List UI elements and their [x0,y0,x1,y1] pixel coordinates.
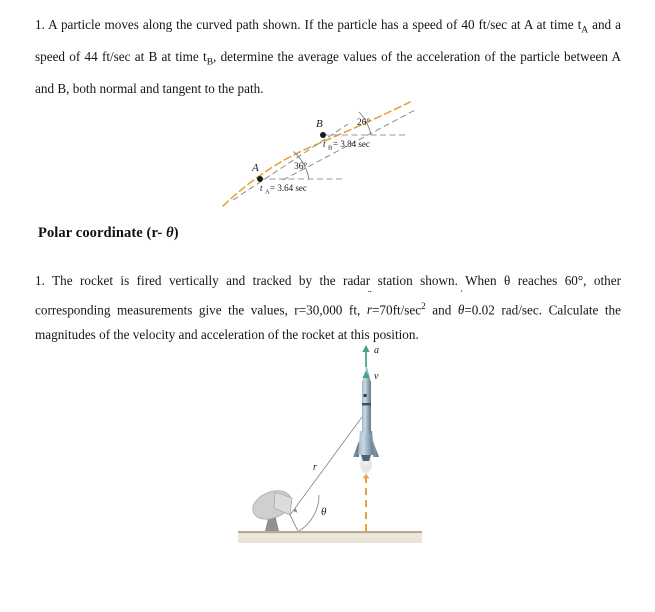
range-label: r [313,462,317,473]
curved-path-figure [205,88,435,210]
problem-1-line-3: the particle between A and B, both normal and tangent to the path. [35,49,621,97]
angle-a-label: 36° [294,162,308,172]
time-b-variable: t [323,139,326,149]
velocity-arrow-head [362,345,369,352]
rocket-body [362,381,371,433]
problem-1-line-2b: and a speed of 44 ft/sec at B at time t [35,17,621,65]
point-b-marker [320,132,326,138]
acceleration-label: a [374,345,379,356]
problem-2-line-1: The rocket is fired vertically and tracked by the radar station shown. When θ reaches 60°, other [52,273,622,288]
time-a-sub: A [265,188,270,196]
time-b-subscript: B [206,57,214,68]
time-b-sub: B [328,144,333,152]
problem-2-line-2-pre: corresponding measurements give the values, r=30,000 ft, [35,301,367,317]
section-heading-polar-coordinate [38,225,179,242]
rocket-radar-figure [235,345,425,553]
r-variable: r [366,301,372,317]
r-double-dot-variable [366,288,372,323]
problem-1-line-2a: time t [550,17,582,32]
problem-1-number: 1. [35,17,45,32]
point-a-marker [257,176,263,182]
problem-2-text [35,268,621,348]
problem-2-number: 1. [35,273,45,288]
velocity-label: v [374,371,379,382]
problem-2-line-2-and: and [425,301,458,317]
point-b-label: B [316,118,323,130]
sec-squared-exponent: 2 [421,300,426,311]
pivot-stem-line [290,515,298,531]
velocity-arrow [362,345,369,367]
time-b-annotation [323,139,370,152]
range-line [290,417,362,515]
r-double-dot-marks: ¨ [367,288,371,301]
rocket-hatch [364,394,367,397]
radar-station-graphic [249,485,296,531]
radar-base [265,519,279,531]
ground-top-edge [238,531,422,533]
time-b-value: = 3.84 sec [333,139,370,149]
problem-1-line-2c: , determine the average values of the acceleration of [213,49,496,65]
time-a-variable: t [260,183,263,193]
section-heading-suffix: ) [173,225,179,241]
problem-2-line-2-end: =0.02 rad/sec. [464,301,543,317]
angle-tick-marker [293,508,298,512]
problem-2-line-2-mid: =70ft/sec [371,301,422,317]
time-a-subscript: A [581,25,589,36]
theta-variable: θ [457,301,465,317]
theta-symbol: θ [166,225,174,241]
angle-b-label: 26° [357,118,371,128]
problem-2-line-3: Calculate the magnitudes of the velocity and acceleration of the rocket at this position. [35,301,621,343]
theta-angle-arc [299,495,319,531]
time-a-value: = 3.64 sec [270,183,307,193]
problem-1-line-1: A particle moves along the curved path shown. If the particle has a speed of 40 ft/sec at A at [48,17,547,32]
theta-dot-mark: ˙ [459,288,463,301]
time-a-annotation [260,183,307,196]
point-a-label: A [252,162,259,174]
section-heading-prefix: Polar coordinate (r- [38,225,167,241]
theta-dot-variable [457,288,465,323]
theta-angle-label: θ [321,506,327,518]
rocket-band [362,403,371,405]
rocket-booster [358,431,374,455]
